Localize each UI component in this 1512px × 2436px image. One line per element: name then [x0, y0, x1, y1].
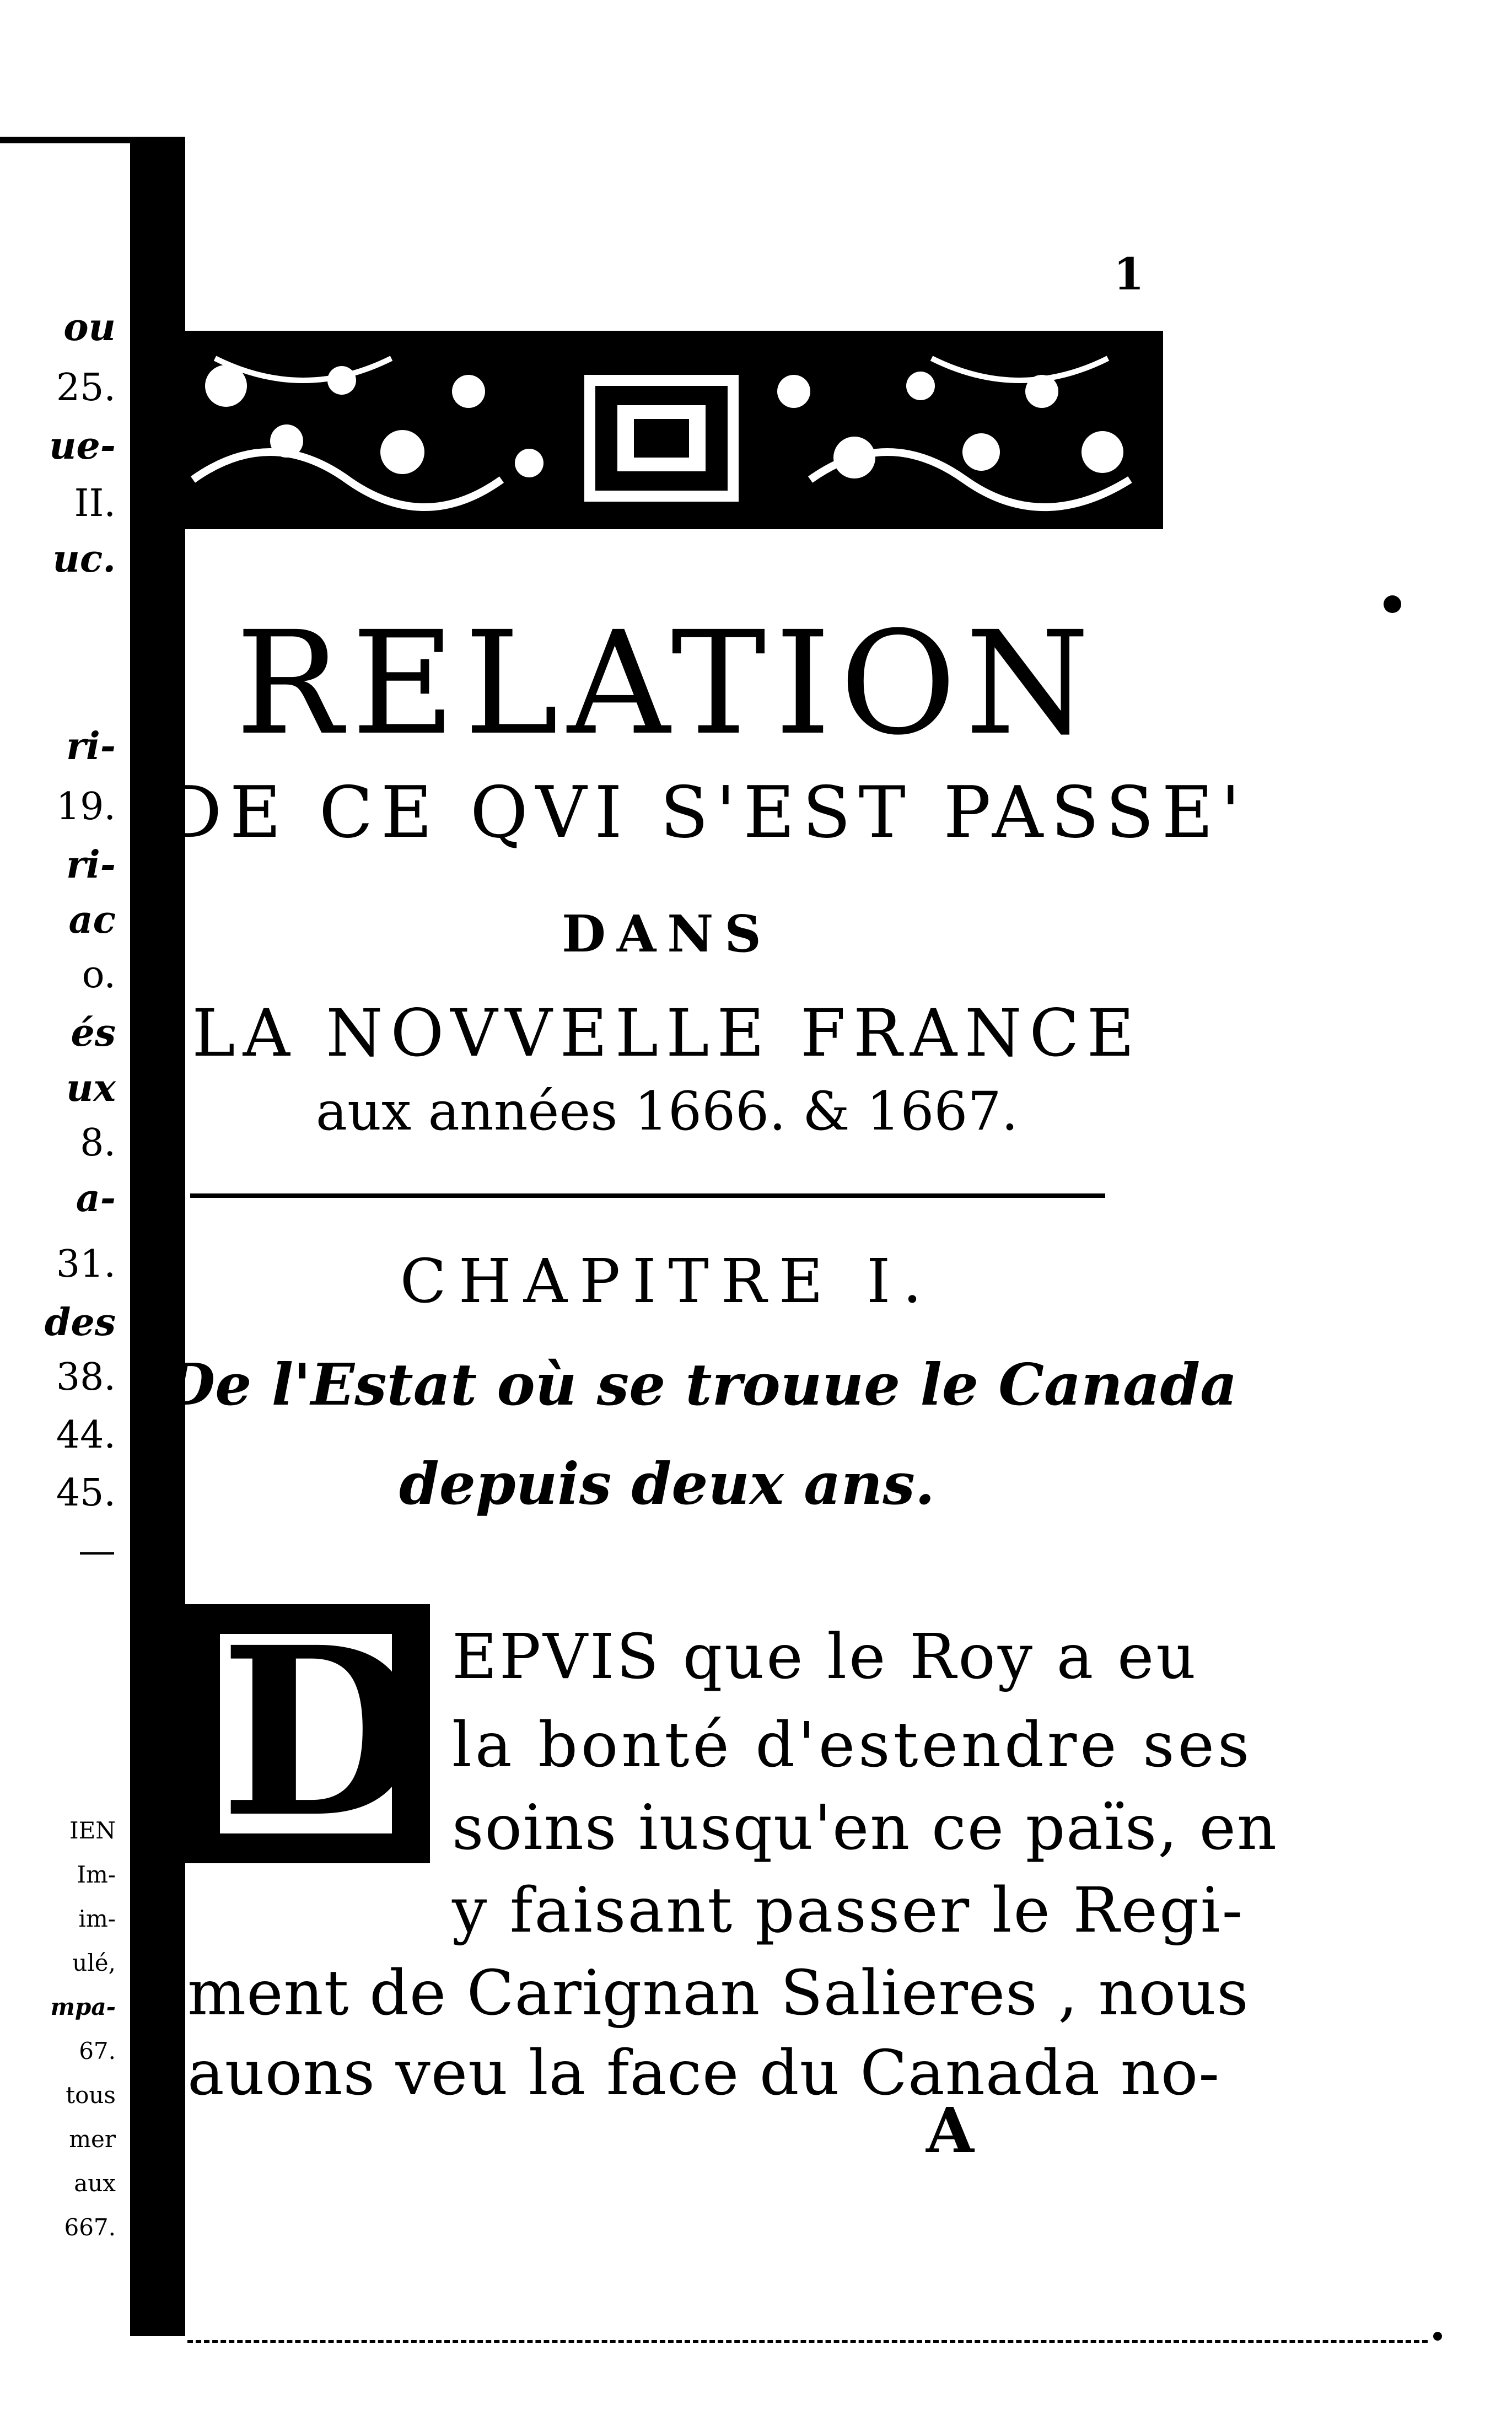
body-line: y faisant passer le Regi- — [452, 1875, 1245, 1946]
title-line-4: LA NOVVELLE FRANCE — [192, 995, 1142, 1071]
body-line: la bonté d'estendre ses — [452, 1709, 1253, 1781]
margin-fragment: 19. — [56, 785, 116, 829]
margin-fragment: mpa- — [50, 1993, 116, 2020]
drop-cap-letter: D — [220, 1597, 421, 1869]
body-line: soins iusqu'en ce païs, en — [452, 1792, 1278, 1864]
horizontal-rule — [190, 1193, 1105, 1198]
margin-fragment: ulé, — [72, 1949, 116, 1976]
drop-cap-ornament — [182, 1597, 430, 1869]
margin-fragment: IEN — [69, 1817, 116, 1844]
ornament-headpiece — [160, 314, 1163, 546]
margin-fragment: és — [71, 1011, 116, 1055]
title-dates: aux années 1666. & 1667. — [315, 1080, 1019, 1142]
bottom-scan-line — [187, 2340, 1428, 2343]
catchword: A — [926, 2095, 974, 2167]
margin-fragment: 31. — [56, 1243, 116, 1286]
margin-fragment: ou — [63, 305, 116, 349]
margin-fragment: ri- — [66, 843, 116, 887]
margin-fragment: 45. — [56, 1471, 116, 1515]
title-line-3: DANS — [562, 904, 772, 964]
margin-fragment: ue- — [49, 424, 116, 468]
margin-fragment: ac — [68, 898, 116, 942]
margin-fragment: mer — [69, 2126, 116, 2153]
margin-fragment: ri- — [66, 724, 116, 768]
body-line: auons veu la face du Canada no- — [187, 2037, 1220, 2109]
margin-fragment: 667. — [64, 2214, 116, 2241]
margin-fragment: 67. — [79, 2037, 116, 2064]
body-line: ment de Carignan Salieres , nous — [187, 1958, 1249, 2029]
margin-fragment: tous — [66, 2082, 116, 2109]
ink-speck — [1433, 2332, 1442, 2341]
margin-fragment: Im- — [77, 1861, 116, 1888]
ink-speck — [1384, 595, 1401, 613]
title-relation: RELATION — [235, 601, 1099, 766]
margin-fragment: im- — [78, 1905, 116, 1932]
page-number: 1 — [1113, 248, 1144, 300]
margin-fragment: II. — [74, 482, 116, 525]
margin-fragment: uc. — [52, 537, 116, 581]
margin-fragment: 8. — [80, 1121, 116, 1165]
margin-fragment: o. — [82, 953, 116, 997]
margin-fragment: a- — [76, 1176, 116, 1220]
drop-cap-frame — [212, 1597, 421, 1869]
chapter-heading: CHAPITRE I. — [400, 1246, 934, 1316]
margin-fragment: 38. — [56, 1356, 116, 1399]
chapter-subtitle-line-1: De l'Estat où se trouue le Canada — [165, 1351, 1237, 1418]
body-line: EPVIS que le Roy a eu — [452, 1621, 1198, 1693]
margin-fragment: aux — [74, 2170, 116, 2197]
margin-fragment: des — [44, 1300, 116, 1345]
margin-fragment: — — [78, 1529, 116, 1573]
title-line-2: DE CE QVI S'EST PASSE' — [165, 772, 1249, 854]
chapter-subtitle-line-2: depuis deux ans. — [399, 1450, 935, 1518]
margin-fragment: 25. — [56, 366, 116, 410]
margin-fragment: ux — [66, 1066, 116, 1110]
margin-fragment: 44. — [56, 1413, 116, 1457]
